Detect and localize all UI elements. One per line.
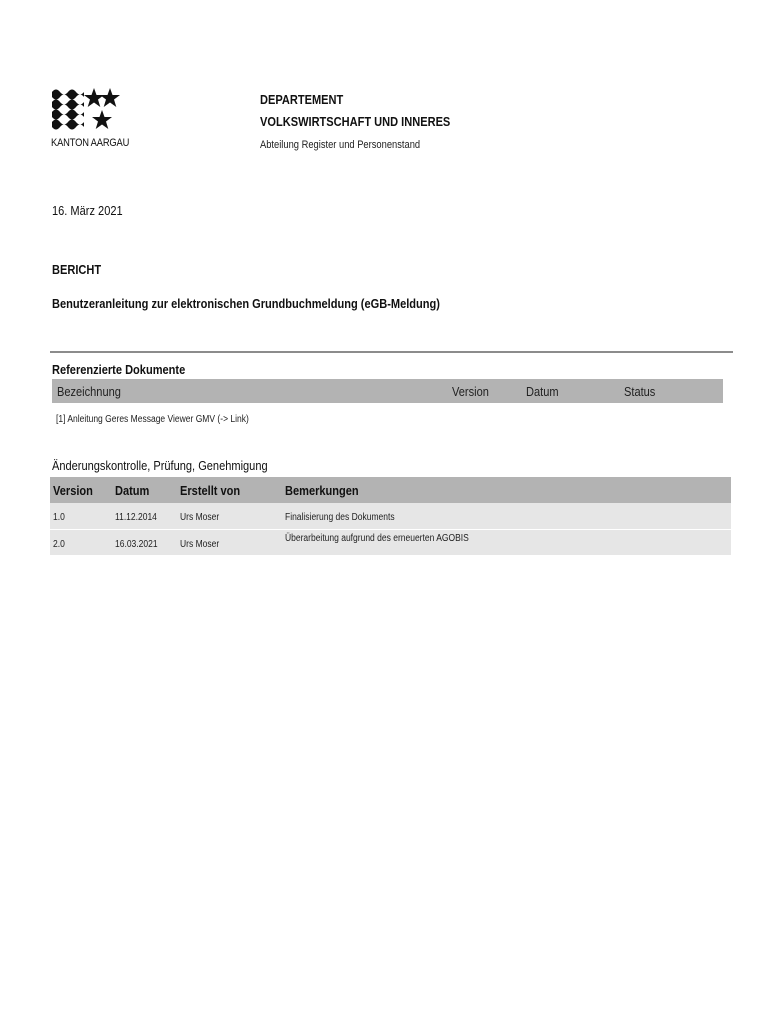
table-row — [50, 503, 731, 530]
column-header: Erstellt von — [180, 483, 241, 498]
column-header: Version — [452, 384, 489, 399]
kanton-aargau-logo — [50, 86, 120, 136]
column-header: Bemerkungen — [285, 483, 359, 498]
column-header: Datum — [526, 384, 559, 399]
note-cell: Überarbeitung aufgrund des erneuerten AGOBIS — [285, 533, 469, 544]
date-cell: 16.03.2021 — [115, 539, 158, 550]
column-header: Datum — [115, 483, 150, 498]
change-control-heading: Änderungskontrolle, Prüfung, Genehmigung — [52, 458, 268, 473]
author-cell: Urs Moser — [180, 539, 220, 550]
version-cell: 2.0 — [53, 539, 65, 550]
wave-icon — [52, 90, 84, 130]
column-header: Status — [624, 384, 656, 399]
referenced-documents-heading: Referenzierte Dokumente — [52, 362, 186, 377]
table-row — [50, 530, 731, 555]
document-title: Benutzeranleitung zur elektronischen Grundbuchmeldung (eGB-Meldung) — [52, 296, 440, 311]
author-cell: Urs Moser — [180, 512, 220, 523]
department-division: Abteilung Register und Personenstand — [260, 139, 421, 151]
divider — [50, 351, 733, 353]
change-control-table — [50, 477, 731, 555]
note-cell: Finalisierung des Dokuments — [285, 512, 395, 523]
document-type: BERICHT — [52, 262, 102, 277]
canton-name: KANTON AARGAU — [51, 137, 130, 149]
star-icon — [84, 88, 120, 129]
document-date: 16. März 2021 — [52, 203, 123, 218]
table-header-row — [50, 477, 731, 503]
column-header: Version — [53, 483, 93, 498]
referenced-document-link[interactable]: [1] Anleitung Geres Message Viewer GMV (-> Link) — [56, 414, 249, 425]
version-cell: 1.0 — [53, 512, 65, 523]
date-cell: 11.12.2014 — [115, 512, 157, 523]
department-title: DEPARTEMENT — [260, 92, 344, 107]
department-name: VOLKSWIRTSCHAFT UND INNERES — [260, 114, 451, 129]
column-header: Bezeichnung — [57, 384, 121, 399]
referenced-documents-header — [52, 379, 723, 403]
